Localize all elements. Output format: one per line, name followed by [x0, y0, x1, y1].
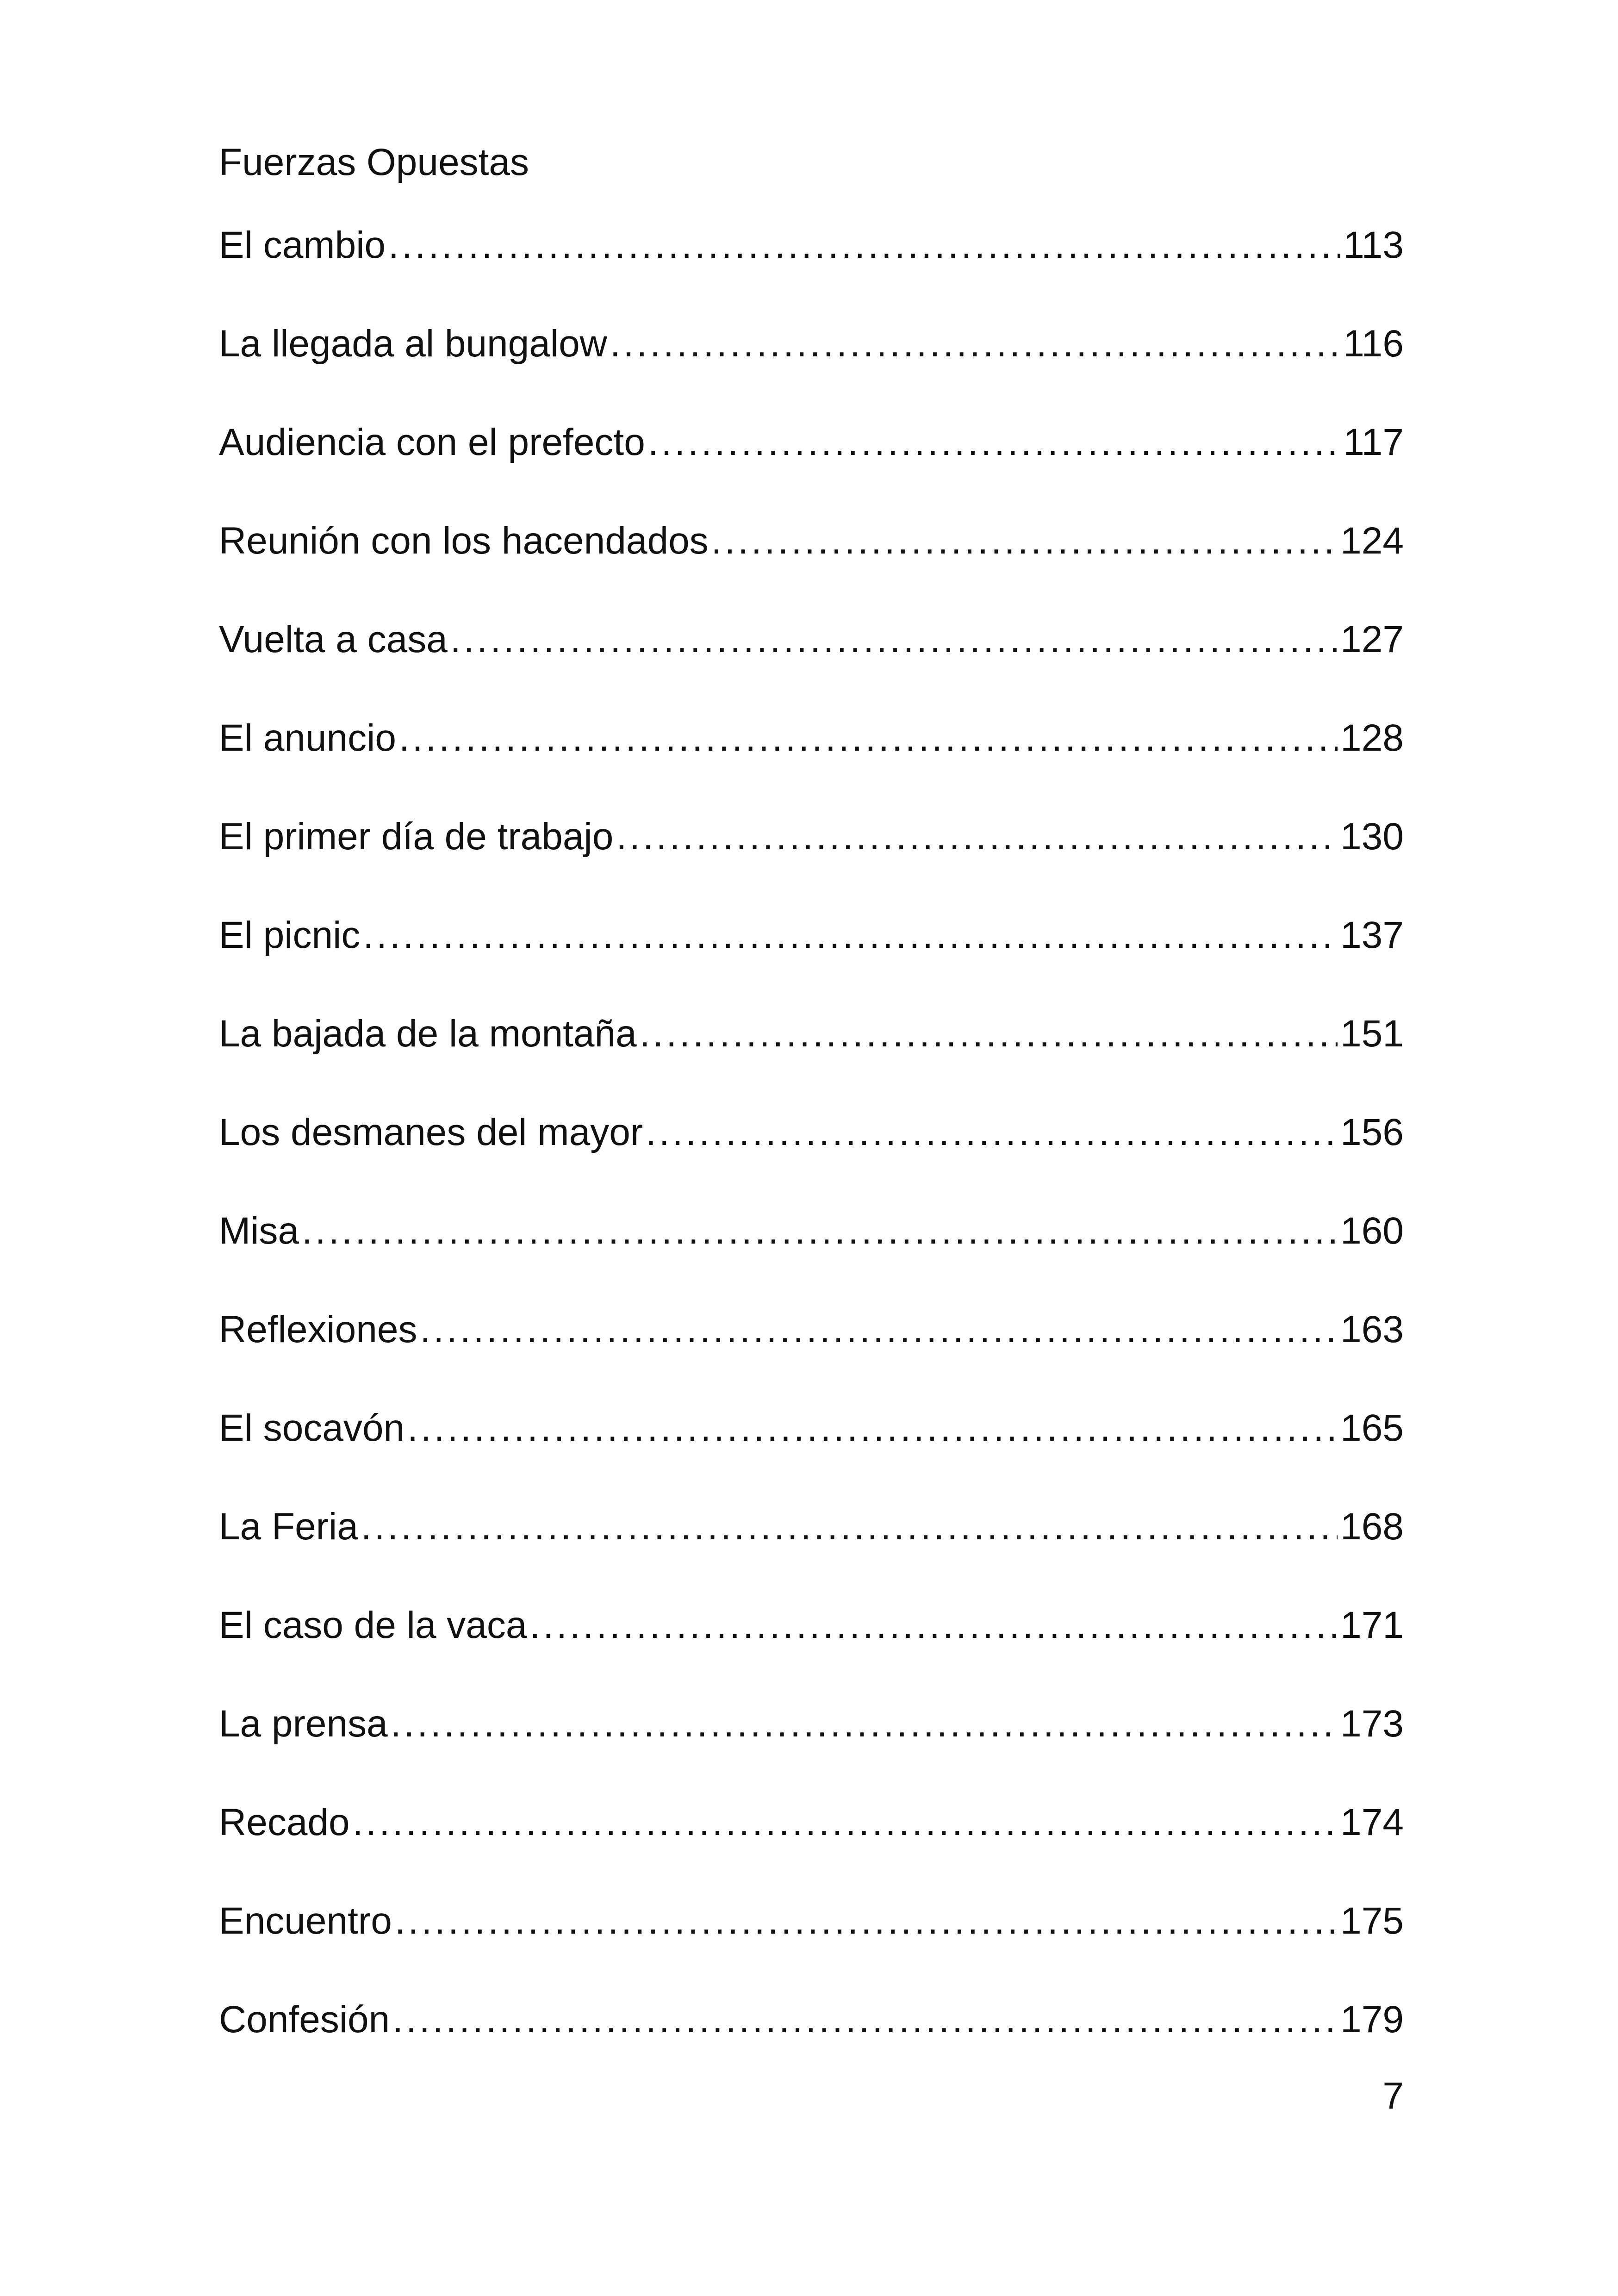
- toc-dot-leader: [420, 1304, 1338, 1355]
- toc-dot-leader: [392, 1994, 1338, 2045]
- toc-entry-page: 156: [1340, 1111, 1404, 1153]
- toc-dot-leader: [391, 1699, 1338, 1749]
- toc-entry: [219, 1403, 1404, 1454]
- toc-entry: [219, 614, 1404, 665]
- toc-entry-title: Misa: [219, 1210, 299, 1252]
- toc-entry-page: 174: [1340, 1801, 1404, 1843]
- toc-entry-page: 179: [1340, 1998, 1404, 2041]
- toc-entry-title: Audiencia con el prefecto: [219, 421, 645, 463]
- toc-entry-page: 168: [1340, 1506, 1404, 1548]
- toc-entry-title: El socavón: [219, 1407, 405, 1449]
- toc-entry-title: Encuentro: [219, 1900, 392, 1942]
- toc-entry: [219, 1699, 1404, 1749]
- toc-entry-title: Vuelta a casa: [219, 618, 448, 660]
- toc-entry-page: 151: [1340, 1013, 1404, 1055]
- toc-dot-leader: [640, 1008, 1338, 1059]
- toc-entry-title: El cambio: [219, 224, 386, 266]
- toc-entry-title: La llegada al bungalow: [219, 323, 607, 365]
- toc-dot-leader: [648, 417, 1340, 468]
- toc-entry: [219, 1304, 1404, 1355]
- toc-dot-leader: [399, 713, 1338, 764]
- toc-entry: [219, 1501, 1404, 1552]
- toc-entry-page: 160: [1340, 1210, 1404, 1252]
- toc-entry: [219, 910, 1404, 961]
- section-title: Fuerzas Opuestas: [219, 141, 529, 183]
- toc-entry-page: 113: [1343, 224, 1404, 266]
- toc-entry: [219, 1896, 1404, 1947]
- toc-entry: [219, 1600, 1404, 1651]
- toc-entry-title: El anuncio: [219, 717, 396, 759]
- toc-dot-leader: [361, 1501, 1338, 1552]
- page-number: 7: [1382, 2075, 1404, 2117]
- toc-dot-leader: [302, 1206, 1338, 1257]
- toc-entry-page: 130: [1340, 815, 1404, 858]
- toc-entry-title: Reunión con los hacendados: [219, 520, 709, 562]
- toc-entry: [219, 417, 1404, 468]
- toc-entry-page: 175: [1340, 1900, 1404, 1942]
- toc-entry: [219, 1797, 1404, 1848]
- toc-entry: [219, 811, 1404, 862]
- toc-dot-leader: [407, 1403, 1338, 1454]
- toc-dot-leader: [450, 614, 1338, 665]
- toc-entry-page: 137: [1340, 914, 1404, 956]
- toc-entry-page: 116: [1343, 323, 1404, 365]
- toc-entry-title: Reflexiones: [219, 1308, 417, 1350]
- toc-dot-leader: [388, 220, 1340, 271]
- toc-dot-leader: [395, 1896, 1338, 1947]
- toc-entry: [219, 318, 1404, 369]
- toc-entry-page: 173: [1340, 1703, 1404, 1745]
- toc-entry-title: La prensa: [219, 1703, 388, 1745]
- toc-entry-title: Recado: [219, 1801, 350, 1843]
- toc-entry-page: 127: [1340, 618, 1404, 660]
- toc-entry-page: 124: [1340, 520, 1404, 562]
- toc-entry: [219, 1107, 1404, 1158]
- toc-entry: [219, 1994, 1404, 2045]
- toc-entry-title: La Feria: [219, 1506, 358, 1548]
- toc-entry-title: El picnic: [219, 914, 361, 956]
- toc-entry-page: 128: [1340, 717, 1404, 759]
- toc-entry-title: La bajada de la montaña: [219, 1013, 637, 1055]
- toc-dot-leader: [711, 516, 1338, 566]
- toc-dot-leader: [646, 1107, 1338, 1158]
- toc-dot-leader: [363, 910, 1338, 961]
- toc-dot-leader: [530, 1600, 1338, 1651]
- toc-entry-page: 117: [1343, 421, 1404, 463]
- toc-entry-title: Los desmanes del mayor: [219, 1111, 643, 1153]
- toc-entry: [219, 1008, 1404, 1059]
- toc-entry-page: 163: [1340, 1308, 1404, 1350]
- toc-entry-title: El primer día de trabajo: [219, 815, 614, 858]
- toc-entry-title: El caso de la vaca: [219, 1604, 527, 1646]
- toc-entry: [219, 1206, 1404, 1257]
- toc-entry-page: 165: [1340, 1407, 1404, 1449]
- toc-entry: [219, 220, 1404, 271]
- toc-entry: [219, 516, 1404, 566]
- toc-dot-leader: [610, 318, 1340, 369]
- toc-entry: [219, 713, 1404, 764]
- toc-entry-title: Confesión: [219, 1998, 390, 2041]
- toc-dot-leader: [616, 811, 1338, 862]
- toc-dot-leader: [353, 1797, 1338, 1848]
- toc-entry-page: 171: [1340, 1604, 1404, 1646]
